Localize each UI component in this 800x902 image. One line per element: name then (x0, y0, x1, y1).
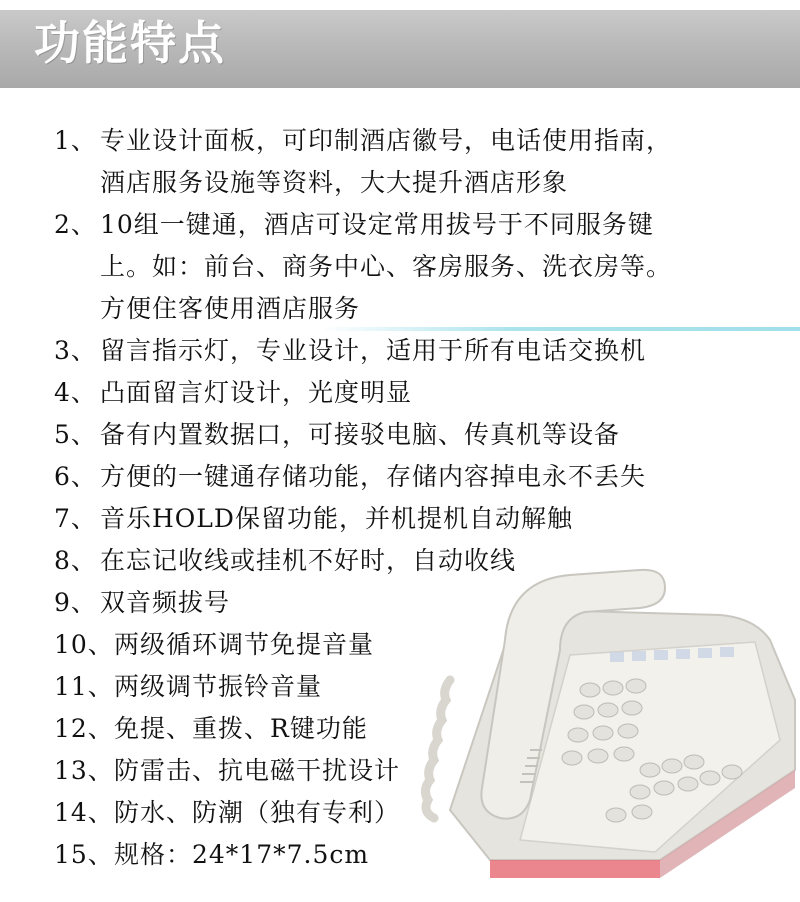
feature-text: 两级循环调节免提音量 (114, 630, 375, 659)
feature-number: 4、 (54, 378, 97, 407)
feature-number: 14、 (54, 798, 114, 827)
feature-text: 10组一键通，酒店可设定常用拔号于不同服务键 (100, 210, 654, 239)
feature-number: 5、 (54, 420, 97, 449)
feature-text: 在忘记收线或挂机不好时，自动收线 (100, 546, 517, 575)
feature-number: 8、 (54, 546, 97, 575)
feature-text: 上。如：前台、商务中心、客房服务、洗衣房等。 (100, 252, 673, 281)
feature-text: 留言指示灯，专业设计，适用于所有电话交换机 (100, 336, 647, 365)
feature-number: 13、 (54, 756, 114, 785)
feature-number: 2、 (54, 210, 97, 239)
feature-text: 音乐HOLD保留功能，并机提机自动解触 (100, 504, 573, 533)
feature-text: 方便的一键通存储功能，存储内容掉电永不丢失 (100, 462, 647, 491)
feature-text: 专业设计面板，可印制酒店徽号，电话使用指南， (100, 126, 673, 155)
feature-text: 双音频拔号 (100, 588, 231, 617)
feature-item (54, 456, 774, 498)
feature-number: 11、 (54, 672, 114, 701)
feature-item (54, 330, 774, 372)
feature-text: 备有内置数据口，可接驳电脑、传真机等设备 (100, 420, 621, 449)
feature-item (54, 204, 774, 330)
feature-text: 规格：24*17*7.5cm (114, 840, 370, 869)
feature-item (54, 372, 774, 414)
feature-text: 免提、重拨、R键功能 (114, 714, 368, 743)
feature-item (54, 120, 774, 204)
feature-number: 10、 (54, 630, 114, 659)
feature-text: 凸面留言灯设计，光度明显 (100, 378, 413, 407)
page-title: 功能特点 (34, 16, 226, 70)
feature-text: 两级调节振铃音量 (114, 672, 323, 701)
feature-text: 防雷击、抗电磁干扰设计 (114, 756, 401, 785)
feature-number: 7、 (54, 504, 97, 533)
feature-number: 9、 (54, 588, 97, 617)
feature-number: 3、 (54, 336, 97, 365)
feature-number: 12、 (54, 714, 114, 743)
feature-text: 方便住客使用酒店服务 (100, 294, 361, 323)
feature-text: 酒店服务设施等资料，大大提升酒店形象 (100, 168, 569, 197)
feature-item (54, 414, 774, 456)
hotel-phone-image (410, 560, 800, 880)
feature-item (54, 498, 774, 540)
feature-number: 15、 (54, 840, 114, 869)
feature-number: 6、 (54, 462, 97, 491)
feature-number: 1、 (54, 126, 97, 155)
feature-text: 防水、防潮（独有专利） (114, 798, 401, 827)
